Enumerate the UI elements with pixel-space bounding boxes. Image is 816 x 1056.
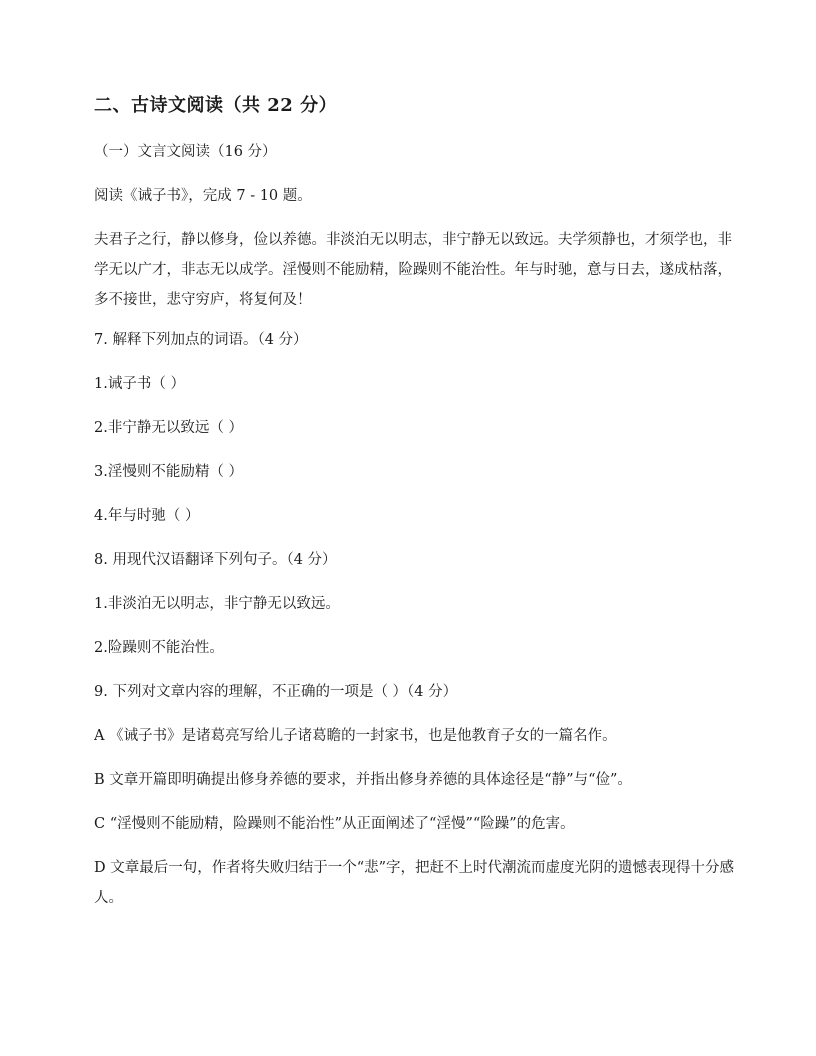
question-7-item: 4.年与时驰（ ） [94, 508, 200, 524]
question-7-item: 1.诫子书（ ） [94, 376, 185, 392]
question-9-option-c: C “淫慢则不能励精，险躁则不能治性”从正面阐述了“淫慢”“险躁”的危害。 [94, 816, 575, 832]
question-8-item: 2.险躁则不能治性。 [94, 640, 224, 656]
question-7-stem: 7. 解释下列加点的词语。（4 分） [94, 332, 308, 348]
section-title: 二、古诗文阅读（共 22 分） [94, 95, 338, 116]
subsection-title: （一）文言文阅读（16 分） [94, 144, 277, 160]
question-8-item: 1.非淡泊无以明志，非宁静无以致远。 [94, 596, 340, 612]
question-9-option-a: A 《诫子书》是诸葛亮写给儿子诸葛瞻的一封家书，也是他教育子女的一篇名作。 [94, 728, 617, 744]
question-7-item: 3.淫慢则不能励精（ ） [94, 464, 243, 480]
question-9-option-b: B 文章开篇即明确提出修身养德的要求，并指出修身养德的具体途径是“静”与“俭”。 [94, 772, 632, 788]
question-7-item: 2.非宁静无以致远（ ） [94, 420, 243, 436]
reading-instruction: 阅读《诫子书》，完成 7 - 10 题。 [94, 188, 312, 204]
question-9-stem: 9. 下列对文章内容的理解，不正确的一项是（ ）（4 分） [94, 684, 458, 700]
classical-passage: 夫君子之行，静以修身，俭以养德。非淡泊无以明志，非宁静无以致远。夫学须静也，才须学也，非学无以广才，非志无以成学。淫慢则不能励精，险躁则不能治性。年与时驰，意与日去，遂成枯落，多不接世，悲守穷庐，将复何及！ [94, 232, 732, 308]
question-9-option-d: D 文章最后一句，作者将失败归结于一个“悲”字，把赶不上时代潮流而虚度光阴的遗憾表现得十分感人。 [94, 860, 735, 906]
question-8-stem: 8. 用现代汉语翻译下列句子。（4 分） [94, 552, 337, 568]
